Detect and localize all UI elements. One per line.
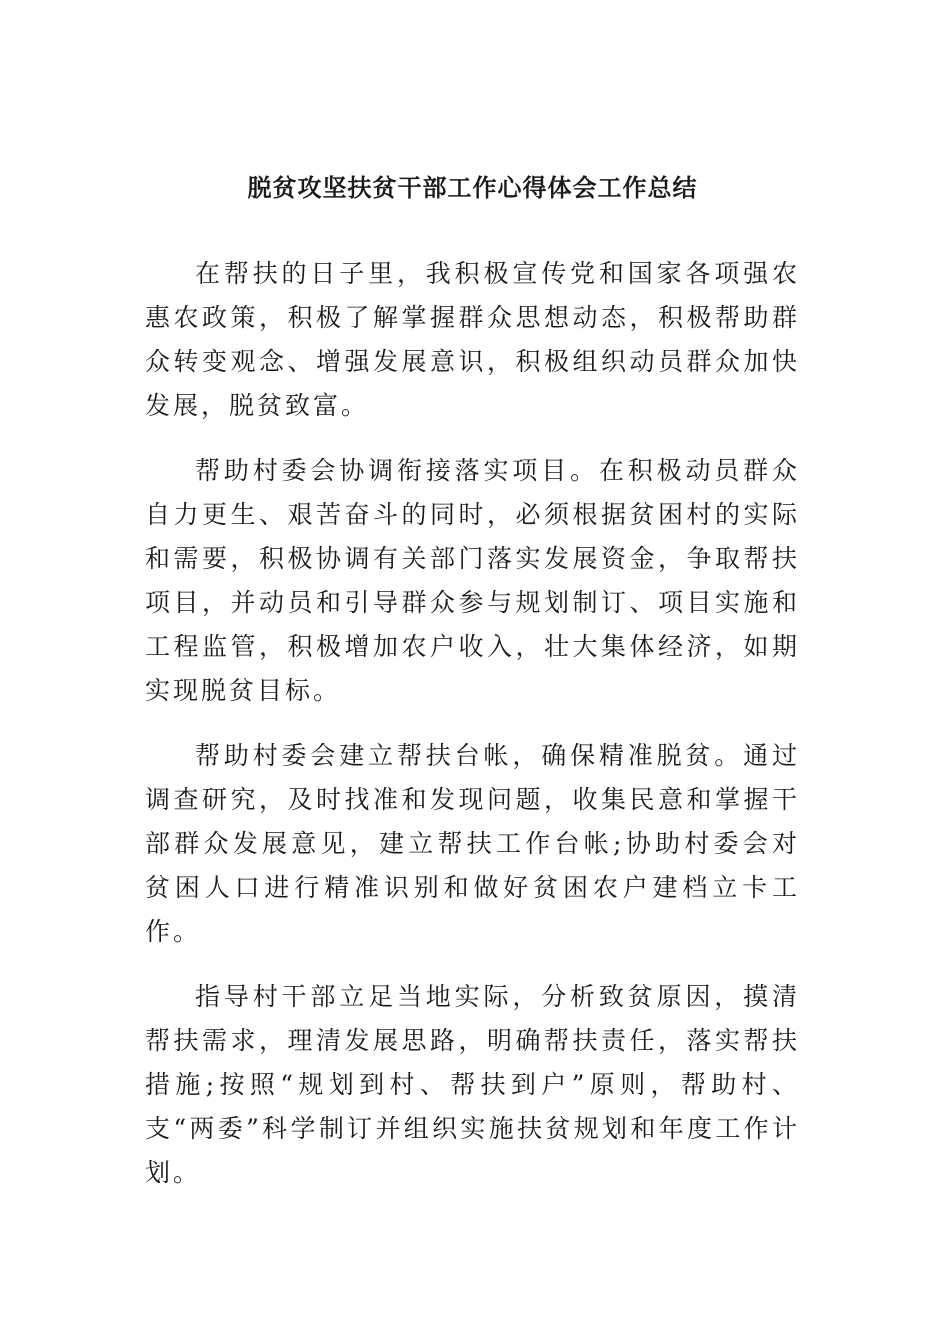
document-body [145,252,800,1216]
paragraph-2: 帮助村委会协调衔接落实项目。在积极动员群众自力更生、艰苦奋斗的同时，必须根据贫困村的实际和需要，积极协调有关部门落实发展资金，争取帮扶项目，并动员和引导群众参与规划制订、项目实施和工程监管，积极增加农户收入，壮大集体经济，如期实现脱贫目标。 [145,456,800,705]
paragraph-3: 帮助村委会建立帮扶台帐，确保精准脱贫。通过调查研究，及时找准和发现问题，收集民意和掌握干部群众发展意见，建立帮扶工作台帐;协助村委会对贫困人口进行精准识别和做好贫困农户建档立卡工作。 [145,741,800,946]
document-title: 脱贫攻坚扶贫干部工作心得体会工作总结 [247,173,698,202]
paragraph-4: 指导村干部立足当地实际，分析致贫原因，摸清帮扶需求，理清发展思路，明确帮扶责任，落实帮扶措施;按照“规划到村、帮扶到户”原则，帮助村、支“两委”科学制订并组织实施扶贫规划和年度工作计划。 [145,982,800,1187]
paragraph-1: 在帮扶的日子里，我积极宣传党和国家各项强农惠农政策，积极了解掌握群众思想动态，积极帮助群众转变观念、增强发展意识，积极组织动员群众加快发展，脱贫致富。 [145,259,800,420]
